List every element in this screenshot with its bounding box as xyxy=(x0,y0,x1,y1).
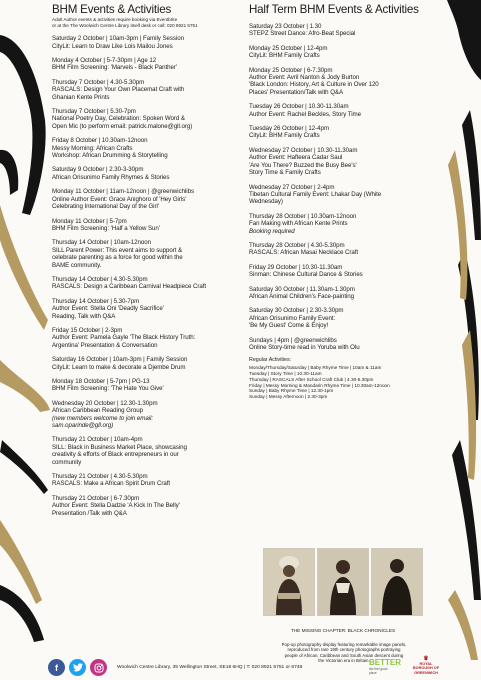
event-description-line: Places' Presentation/Talk with Q&A xyxy=(249,88,344,96)
better-logo-text: BETTER xyxy=(369,658,401,667)
event-date: Thursday 21 October | 10am-4pm xyxy=(52,436,143,444)
event-item xyxy=(249,264,445,279)
event-item xyxy=(52,298,246,320)
event-date: Monday 18 October | 5-7pm | PG-13 xyxy=(52,378,150,385)
event-item xyxy=(249,147,445,177)
event-item xyxy=(52,436,246,466)
event-item xyxy=(52,35,246,50)
better-logo-tagline: the feel good place xyxy=(369,667,388,675)
twitter-icon[interactable] xyxy=(69,659,86,676)
rbg-logo-line: BOROUGH OF xyxy=(412,666,440,671)
event-description-line: CityLit: BHM Family Crafts xyxy=(249,132,320,140)
event-description-line: SILL: Black in Business Market Place, showcasing xyxy=(52,443,187,451)
event-item xyxy=(52,473,246,488)
regular-activity-row: Tuesday | Story Time | 10.30-11am xyxy=(249,371,322,376)
regular-activity-row: Thursday | RASCALS After School Craft Club | 4.30-5.30pm xyxy=(249,376,374,382)
event-date: Monday 25 October | 6-7.30pm xyxy=(249,66,333,74)
event-description-line: African Caribbean Reading Group xyxy=(52,407,143,415)
event-description-line: Presentation /Talk with Q&A xyxy=(52,509,127,517)
event-item xyxy=(249,242,445,257)
event-description-line: Story Time & Family Crafts xyxy=(249,169,321,177)
event-date: Thursday 21 October | 6-7.30pm xyxy=(52,494,140,502)
event-date: Wednesday 20 October | 12.30-1.30pm xyxy=(52,399,158,407)
left-column-title: BHM Events & Activities xyxy=(52,3,172,16)
event-item xyxy=(249,184,445,206)
event-description-line: BAME community. xyxy=(52,261,102,269)
event-item xyxy=(52,378,246,393)
event-item xyxy=(52,188,246,210)
event-date: Saturday 2 October | 10am-3pm | Family Session xyxy=(52,35,184,43)
event-description-line: Author Event: Avril Nanton & Jody Burton xyxy=(249,74,360,82)
event-date: Monday 11 October | 11am-12noon | @greenwichlibs xyxy=(52,188,194,196)
event-item xyxy=(52,276,246,291)
event-note-line: (new members welcome to join email: xyxy=(52,414,153,422)
event-description-line: RASCALS: African Masai Necklace Craft xyxy=(249,249,359,257)
regular-activity-row: Friday | Messy Morning & Mandarin Rhyme Time | 10.30am-12noon xyxy=(249,382,390,388)
facebook-icon[interactable]: f xyxy=(48,659,65,676)
event-item xyxy=(52,327,246,349)
event-item xyxy=(249,307,445,329)
event-description-line: National Poetry Day, Celebration: Spoken Word & xyxy=(52,115,185,123)
event-description-line: Author Event: Stella Dadzie 'A Kick In The Belly' xyxy=(52,502,180,510)
crown-icon: ♛ xyxy=(423,656,429,662)
event-date: Thursday 7 October | 5.30-7pm xyxy=(52,108,136,116)
event-item xyxy=(249,125,445,140)
event-description-line: Author Event: Stella Oni 'Deadly Sacrifice' xyxy=(52,305,164,313)
black-chronicles-photos xyxy=(263,548,421,616)
event-date: Monday 4 October | 5-7-30pm | Age 12 xyxy=(52,57,157,64)
event-date: Monday 11 October | 5-7pm xyxy=(52,217,127,225)
event-note-line: sam.oparinde@gll.org) xyxy=(52,422,114,430)
event-item xyxy=(52,166,246,181)
regular-activity-row: Sunday | Messy Afternoon | 2.30-3pm xyxy=(249,394,328,400)
rbg-logo-line: ROYAL xyxy=(419,662,433,666)
event-date: Thursday 14 October | 5.30-7pm xyxy=(52,297,140,305)
event-date: Friday 15 October | 2-3pm xyxy=(52,326,123,334)
event-description-line: BHM Film Screening: 'Half a Yellow Sun' xyxy=(52,224,160,232)
event-date: Thursday 21 October | 4.30-5.30pm xyxy=(52,473,148,481)
event-item xyxy=(249,23,445,38)
event-description-line: Author Event: Pamela Gayle 'The Black History Truth: xyxy=(52,334,196,342)
event-description-line: CityLit: Learn to Draw Like Lois Mailou Jones xyxy=(52,42,173,50)
regular-activities-list xyxy=(249,365,445,400)
event-item xyxy=(52,108,246,130)
exhibition-description-line: reproduced from rare 19th century photographs portraying xyxy=(287,647,401,653)
event-description-line: Author Event: Rachel Beckles, Story Time xyxy=(249,110,361,118)
event-item xyxy=(52,239,246,269)
event-date: Friday 29 October | 10.30-11.30am xyxy=(249,263,343,271)
regular-activity-row: Monday/Thursday/Saturday | Baby Rhyme Time | 10am & 11am xyxy=(249,365,382,371)
event-description-line: Ghanian Kente Prints xyxy=(52,93,110,101)
event-description-line: RASCALS: Design Your Own Placemat Craft with xyxy=(52,86,185,94)
event-date: Saturday 23 October | 1.30 xyxy=(249,23,322,30)
event-description-line: STEPZ Street Dance: Afro-Beat Special xyxy=(249,30,356,38)
event-description-line: Messy Morning: African Crafts xyxy=(52,144,133,152)
event-date: Saturday 16 October | 10am-3pm | Family Session xyxy=(52,356,188,364)
event-item xyxy=(52,495,246,517)
event-date: Sundays | 4pm | @greenwichlibs xyxy=(249,336,337,344)
event-description-line: African Orisunimo Family Event: xyxy=(249,314,336,322)
event-item xyxy=(52,400,246,430)
library-address: Woolwich Centre Library, 35 Wellington Street, SE18 6HQ | T: 020 8921 5751 or 6748 xyxy=(117,665,303,670)
right-column xyxy=(249,3,445,400)
event-date: Thursday 28 October | 10.30am-12noon xyxy=(249,212,357,220)
regular-activity-row: Sunday | Baby Rhyme Time | 12.30-1pm xyxy=(249,388,334,394)
event-description-line: Celebrating International Day of the Girl' xyxy=(52,203,159,211)
event-item xyxy=(52,356,246,371)
event-description-line: CityLit: Learn to make & decorate a Djembe Drum xyxy=(52,363,186,371)
event-date: Saturday 30 October | 2.30-3.30pm xyxy=(249,307,344,315)
event-description-line: BHM Film Screening: 'The Hate You Give' xyxy=(52,385,164,393)
left-column xyxy=(52,3,246,517)
event-item xyxy=(52,57,246,72)
event-description-line: Workshop: African Drumming & Storytelling xyxy=(52,152,168,160)
event-date: Monday 25 October | 12-4pm xyxy=(249,44,328,52)
booking-note-line: or at the The Woolwich Centre Library itself desk or call: 020 8921 5751 xyxy=(52,22,198,28)
rbg-logo-line: GREENWICH xyxy=(414,670,438,675)
event-description-line: Tibetan Cultural Family Event: Lhakar Day (White xyxy=(249,190,382,198)
event-description-line: Online Author Event: Grace Anighoro of 'Hey Girls' xyxy=(52,195,187,203)
event-item xyxy=(249,337,445,352)
event-date: Tuesday 26 October | 12-4pm xyxy=(249,125,329,133)
event-description-line: community xyxy=(52,458,82,466)
exhibition-description-line: the Victorian era in Britain. xyxy=(318,657,370,663)
event-description-line: Online Story-time read in Yoruba with Olu xyxy=(249,344,360,351)
event-description-line: African Animal Children's Face-painting xyxy=(249,292,355,300)
right-event-list xyxy=(249,23,445,351)
event-description-line: Reading, Talk with Q&A xyxy=(52,312,116,320)
portrait-photo xyxy=(317,548,369,616)
event-description-line: celebrate parenting as a force for good within the xyxy=(52,254,183,262)
better-logo xyxy=(369,658,401,678)
event-description-line: 'Black London: History, Art & Culture in Over 120 xyxy=(249,81,379,89)
event-description-line: Author Event: Hafteera Cadar Saul xyxy=(249,154,343,162)
left-event-list xyxy=(52,35,246,517)
event-date: Thursday 28 October | 4.30-5.30pm xyxy=(249,241,345,249)
regular-activities xyxy=(249,358,445,400)
exhibition-description-line: people of African, Caribbean and South Asian descent during xyxy=(284,652,404,658)
event-description-line: RASCALS: Make a African Spirit Drum Craft xyxy=(52,480,171,488)
event-date: Wednesday 27 October | 2-4pm xyxy=(249,183,335,191)
event-note-line: Booking required xyxy=(249,227,295,235)
event-date: Thursday 7 October | 4.30-5.30pm xyxy=(52,78,145,86)
instagram-icon[interactable] xyxy=(90,659,107,676)
booking-note-line: Adult Author events & activities require booking via Eventbrite xyxy=(52,17,178,22)
event-item xyxy=(249,67,445,97)
event-description-line: African Orisunimo Family Rhymes & Stories xyxy=(52,173,170,181)
exhibition-description-line: Pop-up photography display featuring remarkable image panels, xyxy=(281,642,407,647)
event-date: Friday 8 October | 10.30am-12noon xyxy=(52,137,148,145)
event-date: Thursday 14 October | 10am-12noon xyxy=(52,239,151,247)
event-date: Wednesday 27 October | 10.30-11.30am xyxy=(249,146,358,154)
event-description-line: 'Are You There? Buzzed the Busy Bee's' xyxy=(249,161,357,169)
royal-borough-greenwich-logo xyxy=(407,656,445,678)
event-description-line: Wednesday) xyxy=(249,198,283,206)
event-description-line: SILL Parent Power: This event aims to support & xyxy=(52,246,183,254)
event-description-line: 'Be My Guest' Come & Enjoy! xyxy=(249,322,329,330)
booking-note xyxy=(52,17,246,28)
event-item xyxy=(249,213,445,235)
event-date: Thursday 14 October | 4.30-5.30pm xyxy=(52,275,148,283)
event-item xyxy=(52,137,246,159)
event-description-line: CityLit: BHM Family Crafts xyxy=(249,52,320,60)
event-item xyxy=(249,45,445,60)
exhibition-caption: THE MISSING CHAPTER: BLACK CHRONICLES xyxy=(290,628,396,633)
event-description-line: BHM Film Screening: 'Marvels - Black Panther' xyxy=(52,64,177,72)
event-date: Saturday 9 October | 2.30-3-30pm xyxy=(52,166,144,174)
portrait-photo xyxy=(263,548,315,616)
portrait-photo xyxy=(371,548,423,616)
event-item xyxy=(52,79,246,101)
event-description-line: Sinman: Chinese Cultural Dance & Stories xyxy=(249,271,363,279)
event-description-line: Open Mic (to perform email: patrick.malone@gll.org) xyxy=(52,122,193,130)
regular-activities-title: Regular Activities: xyxy=(249,357,292,364)
event-description-line: Argentina' Presentation & Conversation xyxy=(52,341,158,349)
event-date: Saturday 30 October | 11.30am-1.30pm xyxy=(249,285,355,293)
right-column-title: Half Term BHM Events & Activities xyxy=(249,3,419,16)
event-description-line: RASCALS: Design a Caribbean Carnival Headpiece Craft xyxy=(52,283,207,291)
event-item xyxy=(52,218,246,233)
event-date: Tuesday 26 October | 10.30-11.30am xyxy=(249,103,349,111)
event-description-line: Fan Making with African Kente Prints xyxy=(249,220,348,228)
event-item xyxy=(249,286,445,301)
event-description-line: creativity & efforts of Black entrepreneurs in our xyxy=(52,451,179,459)
event-item xyxy=(249,103,445,118)
